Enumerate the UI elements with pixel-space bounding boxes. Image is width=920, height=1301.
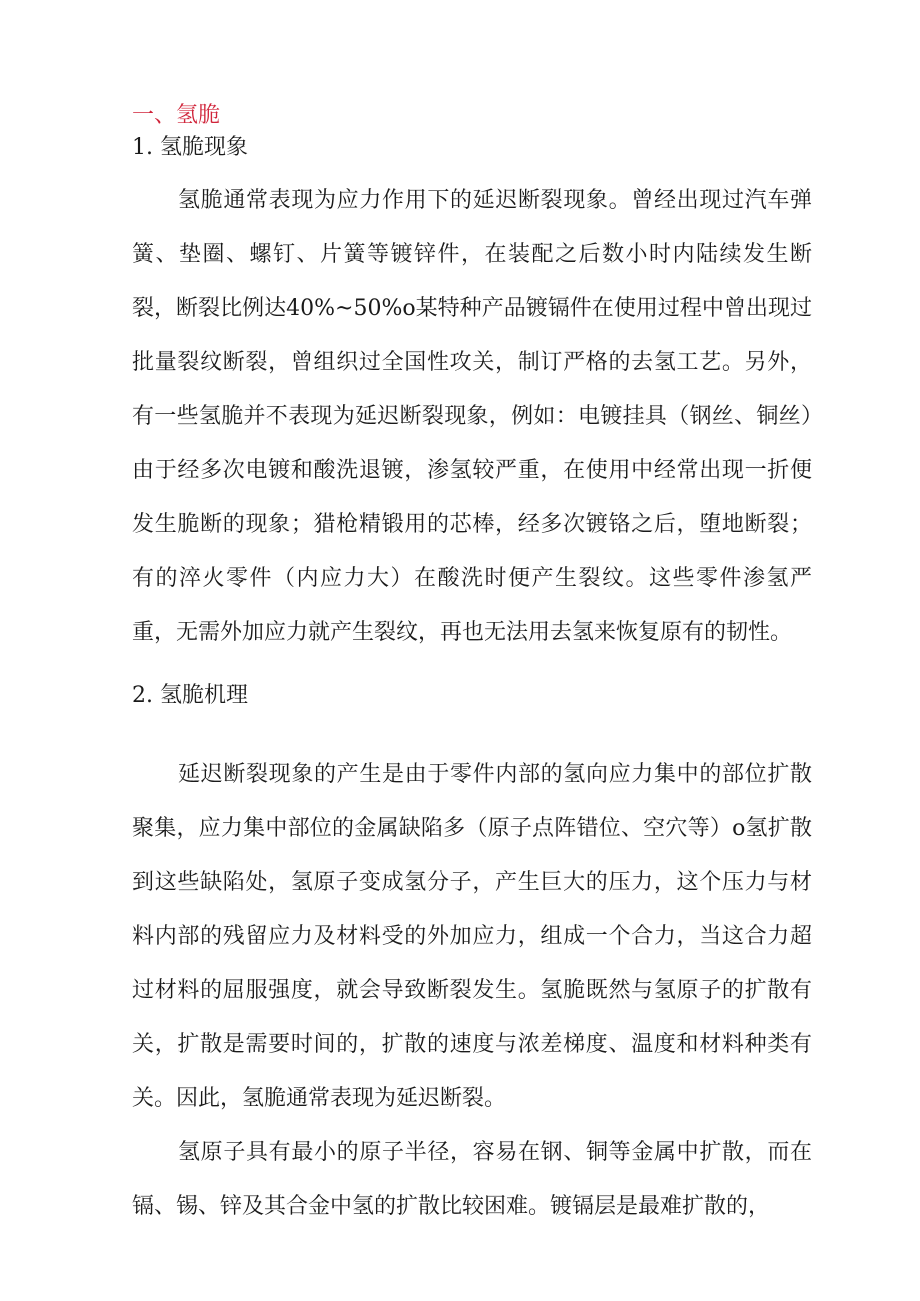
paragraph-mechanism: 延迟断裂现象的产生是由于零件内部的氢向应力集中的部位扩散聚集，应力集中部位的金属缺陷多（原子点阵错位、空穴等）o氢扩散到这些缺陷处，氢原子变成氢分子，产生巨大的压力，这个压力与材料内部的残留应力及材料受的外加应力，组成一个合力，当这合力超过材料的屈服强度，就会导致断裂发生。氢脆既然与氢原子的扩散有关，扩散是需要时间的，扩散的速度与浓差梯度、温度和材料种类有关。因此，氢脆通常表现为延迟断裂。: [132, 762, 812, 1111]
paragraph-phenomenon: 氢脆通常表现为应力作用下的延迟断裂现象。曾经出现过汽车弹簧、垫圈、螺钉、片簧等镀锌件，在装配之后数小时内陆续发生断裂，断裂比例达40%~50%o某特种产品镀镉件在使用过程中曾出现过批量裂纹断裂，曾组织过全国性攻关，制订严格的去氢工艺。另外，有一些氢脆并不表现为延迟断裂现象，例如：电镀挂具（钢丝、铜丝）由于经多次电镀和酸洗退镀，渗氢较严重，在使用中经常出现一折便发生脆断的现象；猎枪精锻用的芯棒，经多次镀铬之后，堕地断裂；有的淬火零件（内应力大）在酸洗时便产生裂纹。这些零件渗氢严重，无需外加应力就产生裂纹，再也无法用去氢来恢复原有的韧性。: [132, 188, 812, 645]
heading-hydrogen-embrittlement-mechanism: 2. 氢脆机理: [132, 683, 248, 708]
paragraph-diffusion: 氢原子具有最小的原子半径，容易在钢、铜等金属中扩散，而在镉、锡、锌及其合金中氢的扩散比较困难。镀镉层是最难扩散的，: [132, 1140, 812, 1219]
document-page: [132, 100, 812, 1234]
section-title: 一、氢脆: [132, 103, 221, 128]
heading-hydrogen-embrittlement-phenomenon: 1. 氢脆现象: [132, 135, 248, 160]
